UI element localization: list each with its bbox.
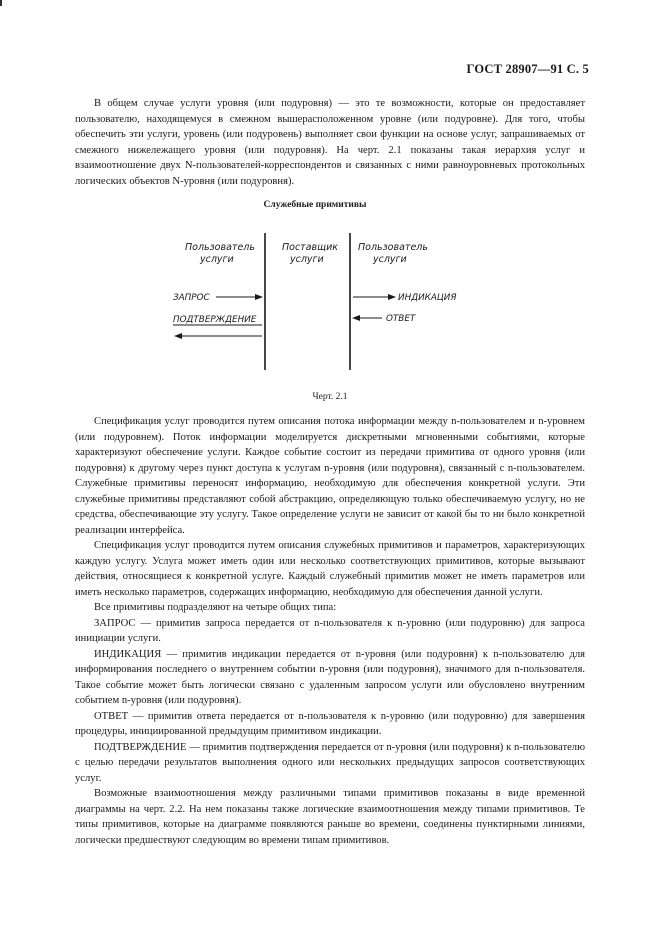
confirm-label: ПОДТВЕРЖДЕНИЕ [173,315,257,325]
paragraph: ОТВЕТ — примитив ответа передается от n-пользователя к n-уровню (или подуровню) для завершения процедуры, инициированной предыдущим примитивом индикации. [75,710,585,737]
paragraph: Спецификация услуг проводится путем описания потока информации между n-пользователем и n-уровнем (или подуровнем). Поток информации моделируется дискретными мгновенными событиями, которые характеризуют обеспечение услуги. Каждое событие состоит из передачи примитива от одного уровня (или подуровня) к другому через пункт доступа к услугам n-уровня (или подуровня), связанный с n-пользователем. Служебные примитивы переносят информацию, необходимую для обеспечения конкретной услуги. Эти служебные примитивы представляют собой абстракцию, определяющую только обеспечиваемую услугу, но не средства, обеспечивающие эту услугу. Такое определение услуги не зависит от какой бы то ни было конкретной реализации интерфейса. [75,416,585,536]
paragraph: Спецификация услуг проводится путем описания служебных примитивов и параметров, характеризующих каждую услугу. Услуга может иметь один или несколько соответствующих примитивов, которые вызывают действия, относящиеся к конкретной услуге. Каждый служебный примитив может не иметь параметров или иметь несколько параметров, содержащих информацию, необходимую для обеспечения данной услуги. [75,540,585,598]
provider-label-1: Поставщик [282,242,338,253]
left-user-label-2: услуги [200,254,234,265]
right-user-label-1: Пользователь [358,242,428,253]
intro-text [75,96,585,189]
body-text [75,414,585,848]
service-primitives-diagram [160,228,480,388]
indication-label: ИНДИКАЦИЯ [398,293,457,303]
request-arrowhead [255,294,263,300]
response-arrowhead [352,315,360,321]
figure-title: Служебные примитивы [263,200,367,210]
corner-mark [0,0,2,6]
paragraph: ЗАПРОС — примитив запроса передается от n-пользователя к n-уровню (или подуровню) для запроса инициации услуги. [75,617,585,644]
paragraph: Возможные взаимоотношения между различными типами примитивов показаны в виде временной диаграммы на черт. 2.2. На нем показаны также логические взаимоотношения между типами примитивов. Те типы примитивов, которые на диаграмме появляются раньше во времени, соединены пунктирными линиями, логически предшествуют следующим во времени типам примитивов. [75,788,585,846]
provider-label-2: услуги [290,254,324,265]
paragraph: ИНДИКАЦИЯ — примитив индикации передается от n-уровня (или подуровня) к n-пользователю для информирования последнего о внутреннем событии n-уровня (или подуровня), значимого для n-пользователя. Такое событие может быть логически связано с удаленным запросом услуги или обусловлено внутренним событием n-уровня (или подуровня). [75,648,585,706]
response-label: ОТВЕТ [386,314,416,324]
paragraph: В общем случае услуги уровня (или подуровня) — это те возможности, которые он предоставляет пользователю, находящемуся в смежном вышерасположенном уровне (или подуровне). Для того, чтобы обеспечить эти услуги, уровень (или подуровень) выполняет свои функции на основе услуг, запрашиваемых от смежного нижележащего уровня (или подуровня). На черт. 2.1 показаны такая иерархия услуг и взаимоотношение двух N-пользователей-корреспондентов и связанных с ними равноуровневых протокольных логических объектов N-уровня (или подуровня). [75,98,585,187]
confirm-arrowhead [174,333,182,339]
request-label: ЗАПРОС [173,293,210,303]
figure-caption: Черт. 2.1 [312,392,348,402]
page-header: ГОСТ 28907—91 С. 5 [466,62,589,76]
left-user-label-1: Пользователь [185,242,255,253]
paragraph: ПОДТВЕРЖДЕНИЕ — примитив подтверждения передается от n-уровня (или подуровня) к n-пользователю с целью передачи результатов выполнения одного или нескольких предыдущих запросов соответствующих услуг. [75,741,585,784]
right-user-label-2: услуги [373,254,407,265]
indication-arrowhead [388,294,396,300]
paragraph: Все примитивы подразделяют на четыре общих типа: [94,602,337,613]
